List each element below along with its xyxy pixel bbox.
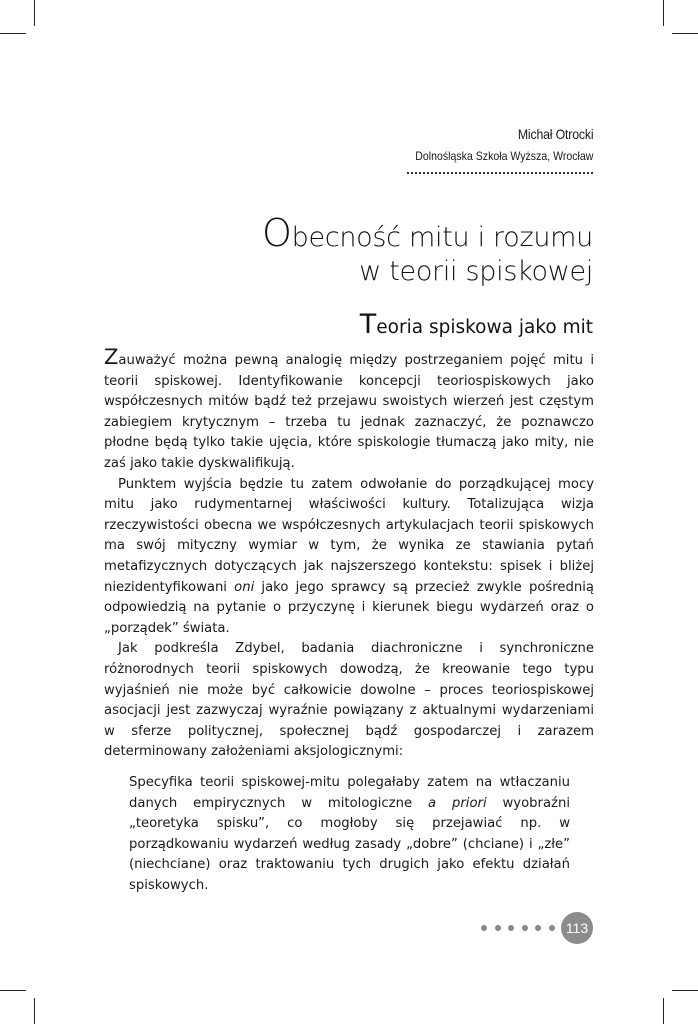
block-quote bbox=[129, 773, 570, 897]
crop-mark-top-right bbox=[663, 0, 664, 26]
paragraph-2 bbox=[104, 475, 594, 640]
pager-dot bbox=[481, 925, 487, 931]
pager-dot bbox=[549, 925, 555, 931]
dotted-divider bbox=[407, 172, 593, 174]
crop-mark-top-left-h bbox=[0, 33, 26, 34]
author-affiliation: Dolnośląska Szkoła Wyższa, Wrocław bbox=[414, 149, 593, 163]
section-heading bbox=[360, 309, 593, 340]
paragraph-2-text-b: jako jego sprawcy są przecież zwykle pośrednią odpowiedzią na pytanie o przyczynę i kierunek biegu wydarzeń oraz o „porządek” świata. bbox=[104, 579, 594, 636]
title-line-2: w teorii spiskowej bbox=[359, 256, 593, 287]
subtitle-initial: T bbox=[359, 309, 377, 340]
pager-dot bbox=[508, 925, 514, 931]
title-line-1: becność mitu i rozumu bbox=[291, 222, 593, 253]
crop-mark-bottom-left-h bbox=[0, 990, 26, 991]
pager-dot bbox=[495, 925, 501, 931]
paragraph-1 bbox=[104, 345, 594, 475]
crop-mark-bottom-right-h bbox=[672, 990, 698, 991]
crop-mark-bottom-right bbox=[663, 998, 664, 1024]
crop-mark-bottom-left bbox=[34, 998, 35, 1024]
page-number-block bbox=[481, 911, 593, 945]
quote-emphasis: a priori bbox=[428, 795, 487, 811]
author-block bbox=[391, 126, 593, 174]
paragraph-initial: Z bbox=[104, 345, 119, 369]
pager-dot bbox=[522, 925, 528, 931]
article-title bbox=[262, 211, 593, 289]
crop-mark-top-right-h bbox=[672, 33, 698, 34]
page-number: 113 bbox=[561, 912, 593, 944]
quote-text-a: Specyfika teorii spiskowej-mitu polegałaby zatem na wtłaczaniu danych empirycznych w mitologiczne bbox=[129, 775, 570, 811]
body-text bbox=[104, 345, 594, 763]
paragraph-2-text-a: Punktem wyjścia będzie tu zatem odwołanie do porządkującej mocy mitu jako rudymentarnej właściwości kultury. Totalizująca wizja rzeczywistości obecna we współczesnych artykulacjach teorii spiskowych ma swój mityczny wymiar w tym, że wynika ze stawiania pytań metafizycznych dotyczących jak najszerszego kontekstu: spisek i bliżej niezidentyfikowani bbox=[104, 476, 594, 595]
pager-dot bbox=[535, 925, 541, 931]
paragraph-1-text: auważyć można pewną analogię między postrzeganiem pojęć mitu i teorii spiskowej. Identyfikowanie koncepcji teoriospiskowych jako współczesnych mitów bądź też przejawu swoistych wierzeń jest częstym zabiegiem krytycznym – trzeba tu jednak zaznaczyć, że poznawczo płodne będą tylko takie ujęcia, które spiskologie tłumaczą jako mity, nie zaś jako takie dyskwalifikują. bbox=[104, 353, 594, 471]
paragraph-3: Jak podkreśla Zdybel, badania diachroniczne i synchroniczne różnorodnych teorii spiskowych dowodzą, że kreowanie tego typu wyjaśnień nie może być całkowicie dowolne – proces teoriospiskowej asocjacji jest zazwyczaj wyraźnie powiązany z aktualnymi wydarzeniami w sferze politycznej, społecznej bądź gospodarczej i zarazem determinowany założeniami aksjologicznymi: bbox=[104, 641, 594, 760]
quote-text-b: wyobraźni „teoretyka spisku”, co mogłoby się przejawiać np. w porządkowaniu wydarzeń według zasady „dobre” (chciane) i „złe” (niechciane) oraz traktowaniu tych drugich jako efektu działań spiskowych. bbox=[129, 795, 570, 893]
crop-mark-top-left bbox=[34, 0, 35, 26]
author-name: Michał Otrocki bbox=[517, 126, 593, 142]
title-initial: O bbox=[262, 211, 292, 255]
paragraph-2-emphasis: oni bbox=[234, 579, 255, 595]
subtitle-text: eoria spiskowa jako mit bbox=[376, 317, 593, 338]
